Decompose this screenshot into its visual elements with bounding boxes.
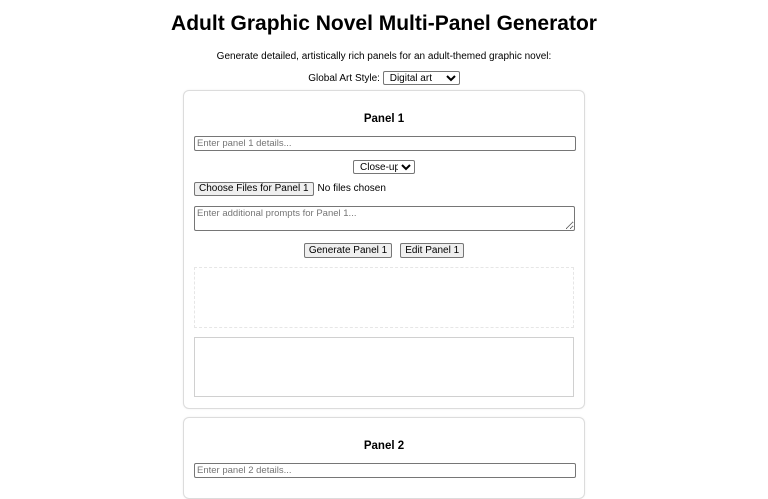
panel-1-output-area [194, 267, 574, 328]
panel-1-shot-select[interactable] [353, 160, 415, 174]
art-style-select[interactable] [383, 71, 460, 85]
panel-2-details-input[interactable] [194, 463, 576, 478]
panel-1-prompts-textarea[interactable] [194, 206, 575, 231]
panel-1-details-input[interactable] [194, 136, 576, 151]
panel-1-file-row [194, 182, 386, 196]
panel-1-title: Panel 1 [363, 113, 405, 125]
panel-2-title: Panel 2 [363, 440, 405, 452]
panel-1-file-status: No files chosen [317, 183, 386, 194]
page-subtitle: Generate detailed, artistically rich panels for an adult-themed graphic novel: [216, 51, 552, 62]
edit-panel-1-button[interactable]: Edit Panel 1 [400, 243, 464, 258]
global-art-style-row [0, 71, 768, 87]
generate-panel-1-button[interactable]: Generate Panel 1 [304, 243, 392, 258]
panel-1-actions [184, 243, 584, 258]
art-style-label: Global Art Style: [308, 73, 380, 84]
panel-1-card [183, 90, 585, 409]
panel-1-choose-files-button[interactable]: Choose Files for Panel 1 [194, 182, 314, 196]
page-title: Adult Graphic Novel Multi-Panel Generator [171, 12, 597, 35]
panel-2-card [183, 417, 585, 499]
panel-1-edit-area [194, 337, 574, 397]
